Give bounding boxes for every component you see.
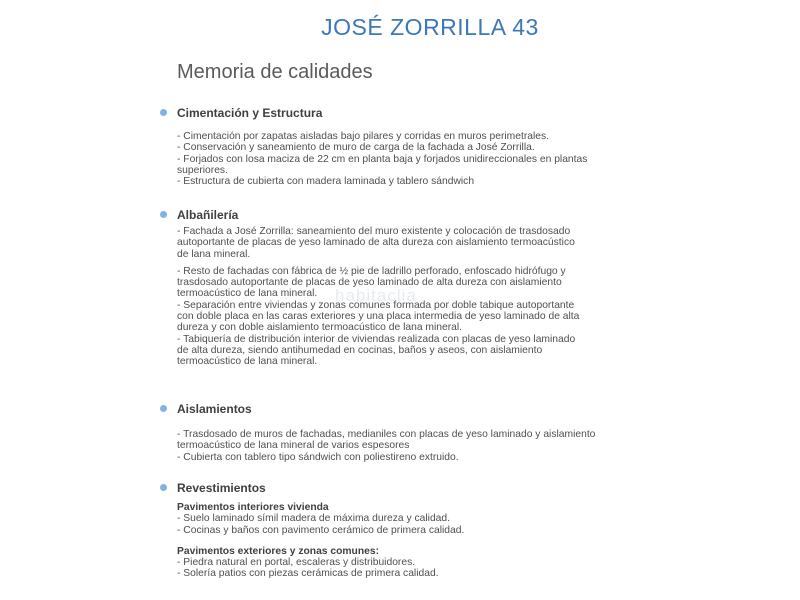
text-line: trasdosado autoportante de placas de yeso laminado de alta dureza con aislamiento — [177, 277, 562, 289]
text-line: - Cimentación por zapatas aisladas bajo pilares y corridas en muros perimetrales. — [177, 131, 550, 142]
section-body — [160, 429, 640, 463]
text-line: autoportante de placas de yeso laminado de alta dureza con aislamiento termoacústico — [177, 237, 575, 249]
text-line: de lana mineral. — [177, 248, 251, 260]
section-body — [160, 131, 640, 187]
text-line: - Cocinas y baños con pavimento cerámico de primera calidad. — [177, 524, 465, 536]
text-line: - Cubierta con tablero tipo sándwich con poliestireno extruido. — [177, 451, 459, 463]
text-line: - Tabiquería de distribución interior de viviendas realizada con placas de yeso laminado — [177, 333, 576, 345]
text-line: - Piedra natural en portal, escaleras y distribuidores. — [177, 557, 416, 569]
text-line: superiores. — [177, 164, 228, 176]
text-line: - Trasdosado de muros de fachadas, medianiles con placas de yeso laminado y aislamiento — [177, 429, 596, 440]
text-line: termoacústico de lana mineral. — [177, 288, 318, 300]
text-line: - Resto de fachadas con fábrica de ½ pie de ladrillo perforado, enfoscado hidrófugo y — [177, 265, 566, 277]
bullet-icon — [160, 405, 167, 412]
section-heading — [160, 208, 640, 222]
bullet-icon — [160, 211, 167, 218]
section-estructura — [160, 106, 640, 187]
section-revestimientos — [160, 481, 640, 580]
text-line: termoacústico de lana mineral de varios espesores — [177, 440, 410, 452]
section-aislamientos — [160, 402, 640, 463]
page-subtitle: Memoria de calidades — [177, 61, 373, 83]
section-heading — [160, 481, 640, 495]
text-line: termoacústico de lana mineral. — [177, 356, 318, 368]
bullet-icon — [160, 109, 167, 116]
section-heading-label: Aislamientos — [177, 402, 252, 416]
section-heading-label: Revestimientos — [177, 481, 266, 495]
text-line: - Conservación y saneamiento de muro de carga de la fachada a José Zorrilla. — [177, 142, 535, 154]
section-heading-label: Cimentación y Estructura — [177, 106, 323, 120]
text-line: - Solería patios con piezas cerámicas de primera calidad. — [177, 568, 439, 580]
text-line: con doble placa en las caras exteriores y una placa intermedia de yeso laminado de alta — [177, 311, 580, 323]
bullet-icon — [160, 484, 167, 491]
text-line: dureza y con doble aislamiento termoacústico de lana mineral. — [177, 322, 463, 334]
text-line: - Forjados con losa maciza de 22 cm en planta baja y forjados unidireccionales en plantas — [177, 153, 588, 165]
subsection-heading: Pavimentos interiores vivienda — [177, 502, 329, 513]
subsection-heading: Pavimentos exteriores y zonas comunes: — [177, 545, 380, 557]
text-line: - Fachada a José Zorrilla: saneamiento del muro existente y colocación de trasdosado — [177, 226, 571, 237]
section-heading-label: Albañilería — [177, 208, 239, 222]
text-line: - Suelo laminado símil madera de máxima dureza y calidad. — [177, 513, 450, 525]
section-heading — [160, 106, 640, 120]
page-title: JOSÉ ZORRILLA 43 — [321, 14, 539, 40]
text-line: de alta dureza, siendo antihumedad en cocinas, baños y aseos, con aislamiento — [177, 344, 543, 356]
section-heading — [160, 402, 640, 416]
section-body — [160, 502, 640, 580]
text-line: - Estructura de cubierta con madera laminada y tablero sándwich — [177, 176, 475, 188]
text-line: - Separación entre viviendas y zonas comunes formada por doble tabique autoportante — [177, 299, 575, 311]
watermark: habitaclia — [335, 286, 417, 305]
